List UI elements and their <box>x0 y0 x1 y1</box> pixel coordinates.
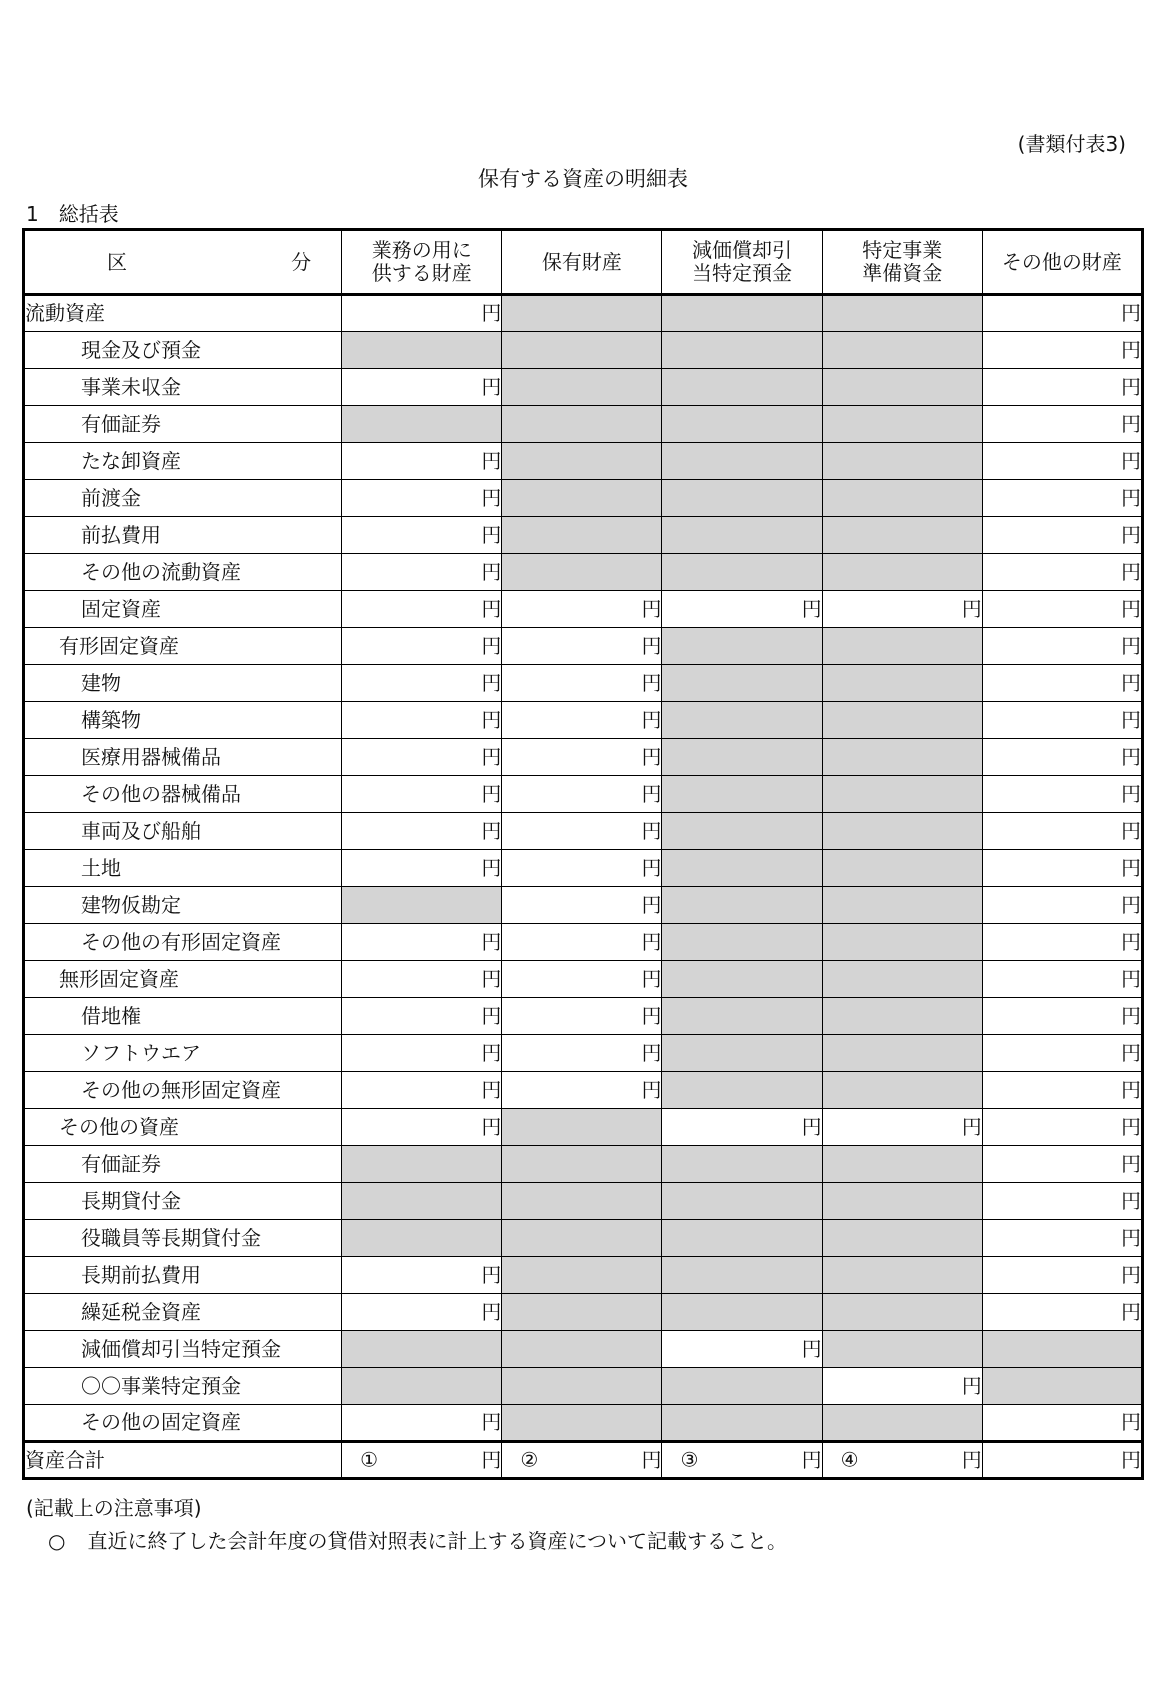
amount-cell[interactable]: 円 <box>982 591 1142 628</box>
total-cell[interactable]: ② 円 <box>502 1442 662 1479</box>
row-label: 建物仮勘定 <box>24 887 342 924</box>
table-row <box>24 1257 1143 1294</box>
shaded-cell <box>502 1331 662 1368</box>
amount-cell[interactable]: 円 <box>982 1257 1142 1294</box>
total-cell[interactable]: ① 円 <box>342 1442 502 1479</box>
shaded-cell <box>662 813 822 850</box>
shaded-cell <box>342 1368 502 1405</box>
shaded-cell <box>662 665 822 702</box>
amount-cell[interactable]: 円 <box>342 443 502 480</box>
amount-cell[interactable]: 円 <box>982 517 1142 554</box>
shaded-cell <box>662 332 822 369</box>
shaded-cell <box>662 1146 822 1183</box>
table-row <box>24 1405 1143 1442</box>
table-row <box>24 295 1143 332</box>
total-cell[interactable]: ④ 円 <box>822 1442 982 1479</box>
amount-cell[interactable]: 円 <box>982 628 1142 665</box>
row-label: たな卸資産 <box>24 443 342 480</box>
amount-cell[interactable]: 円 <box>502 1072 662 1109</box>
shaded-cell <box>822 1294 982 1331</box>
amount-cell[interactable]: 円 <box>502 591 662 628</box>
shaded-cell <box>662 1257 822 1294</box>
table-row <box>24 1220 1143 1257</box>
shaded-cell <box>822 1072 982 1109</box>
shaded-cell <box>822 332 982 369</box>
row-label: 長期前払費用 <box>24 1257 342 1294</box>
shaded-cell <box>342 1331 502 1368</box>
amount-cell[interactable]: 円 <box>502 702 662 739</box>
amount-cell[interactable]: 円 <box>982 295 1142 332</box>
row-label: 建物 <box>24 665 342 702</box>
amount-cell[interactable]: 円 <box>502 628 662 665</box>
shaded-cell <box>662 480 822 517</box>
amount-cell[interactable]: 円 <box>342 850 502 887</box>
shaded-cell <box>662 1294 822 1331</box>
amount-cell[interactable]: 円 <box>662 1109 822 1146</box>
header-category <box>24 230 342 295</box>
shaded-cell <box>502 480 662 517</box>
shaded-cell <box>822 369 982 406</box>
amount-cell[interactable]: 円 <box>982 665 1142 702</box>
header-col-business-use: 業務の用に 供する財産 <box>342 230 502 295</box>
amount-cell[interactable]: 円 <box>502 850 662 887</box>
shaded-cell <box>662 1368 822 1405</box>
amount-cell[interactable]: 円 <box>342 1109 502 1146</box>
row-label: 構築物 <box>24 702 342 739</box>
shaded-cell <box>822 1183 982 1220</box>
table-row <box>24 887 1143 924</box>
amount-cell[interactable]: 円 <box>342 924 502 961</box>
amount-cell[interactable]: 円 <box>342 813 502 850</box>
shaded-cell <box>502 1146 662 1183</box>
header-category-b: 分 <box>291 249 312 274</box>
amount-cell[interactable]: 円 <box>342 1072 502 1109</box>
table-row <box>24 702 1143 739</box>
table-row <box>24 591 1143 628</box>
amount-cell[interactable]: 円 <box>982 332 1142 369</box>
shaded-cell <box>662 887 822 924</box>
amount-cell[interactable]: 円 <box>342 961 502 998</box>
amount-cell[interactable]: 円 <box>502 776 662 813</box>
shaded-cell <box>502 1294 662 1331</box>
table-row <box>24 443 1143 480</box>
amount-cell[interactable]: 円 <box>982 1109 1142 1146</box>
note-item <box>48 1525 787 1554</box>
row-label: 役職員等長期貸付金 <box>24 1220 342 1257</box>
shaded-cell <box>662 554 822 591</box>
amount-cell[interactable]: 円 <box>982 813 1142 850</box>
shaded-cell <box>822 1405 982 1442</box>
amount-cell[interactable]: 円 <box>502 1035 662 1072</box>
amount-cell[interactable]: 円 <box>342 517 502 554</box>
note-bullet: ○ <box>48 1529 66 1553</box>
amount-cell[interactable]: 円 <box>822 591 982 628</box>
row-label: 前払費用 <box>24 517 342 554</box>
shaded-cell <box>822 554 982 591</box>
table-row <box>24 1294 1143 1331</box>
shaded-cell <box>822 480 982 517</box>
amount-cell[interactable]: 円 <box>982 924 1142 961</box>
shaded-cell <box>662 702 822 739</box>
shaded-cell <box>822 924 982 961</box>
row-label: 土地 <box>24 850 342 887</box>
shaded-cell <box>662 369 822 406</box>
row-label: 有価証券 <box>24 406 342 443</box>
row-label: その他の流動資産 <box>24 554 342 591</box>
shaded-cell <box>822 1257 982 1294</box>
amount-cell[interactable]: 円 <box>502 813 662 850</box>
shaded-cell <box>822 443 982 480</box>
amount-cell[interactable]: 円 <box>502 924 662 961</box>
shaded-cell <box>822 813 982 850</box>
amount-cell[interactable]: 円 <box>502 665 662 702</box>
shaded-cell <box>662 1035 822 1072</box>
shaded-cell <box>662 295 822 332</box>
table-body <box>24 295 1143 1479</box>
shaded-cell <box>502 1257 662 1294</box>
amount-cell[interactable]: 円 <box>342 1257 502 1294</box>
header-category-a: 区 <box>107 249 127 274</box>
shaded-cell <box>822 1220 982 1257</box>
shaded-cell <box>342 332 502 369</box>
shaded-cell <box>502 369 662 406</box>
total-cell[interactable]: ③ 円 <box>662 1442 822 1479</box>
header-col-specific-reserve: 特定事業 準備資金 <box>822 230 982 295</box>
amount-cell[interactable]: 円 <box>342 1405 502 1442</box>
section-title: 1 総括表 <box>26 202 119 226</box>
shaded-cell <box>502 406 662 443</box>
shaded-cell <box>662 961 822 998</box>
shaded-cell <box>822 628 982 665</box>
amount-cell[interactable]: 円 <box>982 369 1142 406</box>
row-label: 前渡金 <box>24 480 342 517</box>
table-row <box>24 739 1143 776</box>
table-row <box>24 517 1143 554</box>
table-header-row <box>24 230 1143 295</box>
table-row <box>24 924 1143 961</box>
table-row <box>24 961 1143 998</box>
row-label: 固定資産 <box>24 591 342 628</box>
shaded-cell <box>662 850 822 887</box>
row-label: 〇〇事業特定預金 <box>24 1368 342 1405</box>
row-label: 無形固定資産 <box>24 961 342 998</box>
table-row <box>24 1368 1143 1405</box>
shaded-cell <box>342 1183 502 1220</box>
shaded-cell <box>662 924 822 961</box>
table-row <box>24 628 1143 665</box>
amount-cell[interactable]: 円 <box>502 998 662 1035</box>
shaded-cell <box>662 443 822 480</box>
shaded-cell <box>502 1183 662 1220</box>
amount-cell[interactable]: 円 <box>342 1035 502 1072</box>
form-reference: (書類付表3) <box>1017 132 1126 156</box>
row-label: 有形固定資産 <box>24 628 342 665</box>
row-label: 減価償却引当特定預金 <box>24 1331 342 1368</box>
amount-cell[interactable]: 円 <box>982 702 1142 739</box>
row-label: 長期貸付金 <box>24 1183 342 1220</box>
table-row <box>24 665 1143 702</box>
amount-cell[interactable]: 円 <box>982 887 1142 924</box>
row-label: 流動資産 <box>24 295 342 332</box>
shaded-cell <box>662 776 822 813</box>
amount-cell[interactable]: 円 <box>342 665 502 702</box>
row-label: 医療用器械備品 <box>24 739 342 776</box>
amount-cell[interactable]: 円 <box>982 776 1142 813</box>
row-label: その他の無形固定資産 <box>24 1072 342 1109</box>
amount-cell[interactable]: 円 <box>342 998 502 1035</box>
table-row <box>24 480 1143 517</box>
shaded-cell <box>822 850 982 887</box>
amount-cell[interactable]: 円 <box>982 1072 1142 1109</box>
amount-cell[interactable]: 円 <box>342 480 502 517</box>
shaded-cell <box>982 1331 1142 1368</box>
total-row <box>24 1442 1143 1479</box>
shaded-cell <box>822 517 982 554</box>
shaded-cell <box>502 1405 662 1442</box>
shaded-cell <box>822 998 982 1035</box>
table-row <box>24 998 1143 1035</box>
amount-cell[interactable]: 円 <box>342 702 502 739</box>
table-row <box>24 813 1143 850</box>
shaded-cell <box>502 332 662 369</box>
amount-cell[interactable]: 円 <box>822 1109 982 1146</box>
amount-cell[interactable]: 円 <box>342 369 502 406</box>
shaded-cell <box>502 554 662 591</box>
amount-cell[interactable]: 円 <box>982 1294 1142 1331</box>
shaded-cell <box>822 1035 982 1072</box>
table-row <box>24 1146 1143 1183</box>
shaded-cell <box>662 998 822 1035</box>
shaded-cell <box>342 406 502 443</box>
row-label: 車両及び船舶 <box>24 813 342 850</box>
asset-summary-table <box>22 228 1144 1480</box>
shaded-cell <box>822 406 982 443</box>
amount-cell[interactable]: 円 <box>342 1294 502 1331</box>
shaded-cell <box>822 295 982 332</box>
row-label: その他の固定資産 <box>24 1405 342 1442</box>
header-col-other-property: その他の財産 <box>982 230 1142 295</box>
shaded-cell <box>502 1220 662 1257</box>
table-row <box>24 406 1143 443</box>
shaded-cell <box>662 1220 822 1257</box>
amount-cell[interactable]: 円 <box>342 295 502 332</box>
shaded-cell <box>822 887 982 924</box>
header-col-held-property: 保有財産 <box>502 230 662 295</box>
table-row <box>24 776 1143 813</box>
row-label: 繰延税金資産 <box>24 1294 342 1331</box>
amount-cell[interactable]: 円 <box>982 1405 1142 1442</box>
table-row <box>24 332 1143 369</box>
amount-cell[interactable]: 円 <box>982 961 1142 998</box>
row-label: その他の有形固定資産 <box>24 924 342 961</box>
row-label: 現金及び預金 <box>24 332 342 369</box>
table-row <box>24 850 1143 887</box>
shaded-cell <box>342 1220 502 1257</box>
row-label: 有価証券 <box>24 1146 342 1183</box>
shaded-cell <box>502 1368 662 1405</box>
amount-cell[interactable]: 円 <box>982 480 1142 517</box>
total-label: 資産合計 <box>24 1442 342 1479</box>
shaded-cell <box>822 776 982 813</box>
note-text: 直近に終了した会計年度の貸借対照表に計上する資産について記載すること。 <box>87 1529 788 1553</box>
shaded-cell <box>662 1183 822 1220</box>
table-row <box>24 1331 1143 1368</box>
shaded-cell <box>662 739 822 776</box>
amount-cell[interactable]: 円 <box>982 998 1142 1035</box>
amount-cell[interactable]: 円 <box>662 591 822 628</box>
shaded-cell <box>342 1146 502 1183</box>
shaded-cell <box>342 887 502 924</box>
shaded-cell <box>982 1368 1142 1405</box>
amount-cell[interactable]: 円 <box>982 739 1142 776</box>
amount-cell[interactable]: 円 <box>982 554 1142 591</box>
amount-cell[interactable]: 円 <box>982 850 1142 887</box>
table-row <box>24 369 1143 406</box>
table-row <box>24 554 1143 591</box>
table-row <box>24 1109 1143 1146</box>
shaded-cell <box>662 517 822 554</box>
amount-cell[interactable]: 円 <box>342 739 502 776</box>
shaded-cell <box>502 295 662 332</box>
shaded-cell <box>822 665 982 702</box>
amount-cell[interactable]: 円 <box>982 406 1142 443</box>
amount-cell[interactable]: 円 <box>662 1331 822 1368</box>
row-label: 借地権 <box>24 998 342 1035</box>
amount-cell[interactable]: 円 <box>982 1035 1142 1072</box>
amount-cell[interactable]: 円 <box>982 1220 1142 1257</box>
amount-cell[interactable]: 円 <box>342 591 502 628</box>
shaded-cell <box>822 961 982 998</box>
amount-cell[interactable]: 円 <box>342 776 502 813</box>
shaded-cell <box>662 406 822 443</box>
row-label: ソフトウエア <box>24 1035 342 1072</box>
shaded-cell <box>662 1072 822 1109</box>
row-label: その他の資産 <box>24 1109 342 1146</box>
document-title: 保有する資産の明細表 <box>478 167 688 191</box>
shaded-cell <box>502 1109 662 1146</box>
table-row <box>24 1035 1143 1072</box>
notes-title: (記載上の注意事項) <box>26 1496 202 1520</box>
table-row <box>24 1183 1143 1220</box>
amount-cell[interactable]: 円 <box>982 1146 1142 1183</box>
shaded-cell <box>502 517 662 554</box>
amount-cell[interactable]: 円 <box>502 739 662 776</box>
amount-cell[interactable]: 円 <box>502 887 662 924</box>
table-row <box>24 1072 1143 1109</box>
shaded-cell <box>822 739 982 776</box>
amount-cell[interactable]: 円 <box>822 1368 982 1405</box>
header-col-depreciation-deposit: 減価償却引 当特定預金 <box>662 230 822 295</box>
total-cell[interactable]: 円 <box>982 1442 1142 1479</box>
row-label: その他の器械備品 <box>24 776 342 813</box>
shaded-cell <box>662 628 822 665</box>
amount-cell[interactable]: 円 <box>342 554 502 591</box>
row-label: 事業未収金 <box>24 369 342 406</box>
amount-cell[interactable]: 円 <box>982 443 1142 480</box>
shaded-cell <box>822 702 982 739</box>
shaded-cell <box>822 1331 982 1368</box>
shaded-cell <box>502 443 662 480</box>
amount-cell[interactable]: 円 <box>502 961 662 998</box>
shaded-cell <box>662 1405 822 1442</box>
shaded-cell <box>822 1146 982 1183</box>
amount-cell[interactable]: 円 <box>342 628 502 665</box>
amount-cell[interactable]: 円 <box>982 1183 1142 1220</box>
